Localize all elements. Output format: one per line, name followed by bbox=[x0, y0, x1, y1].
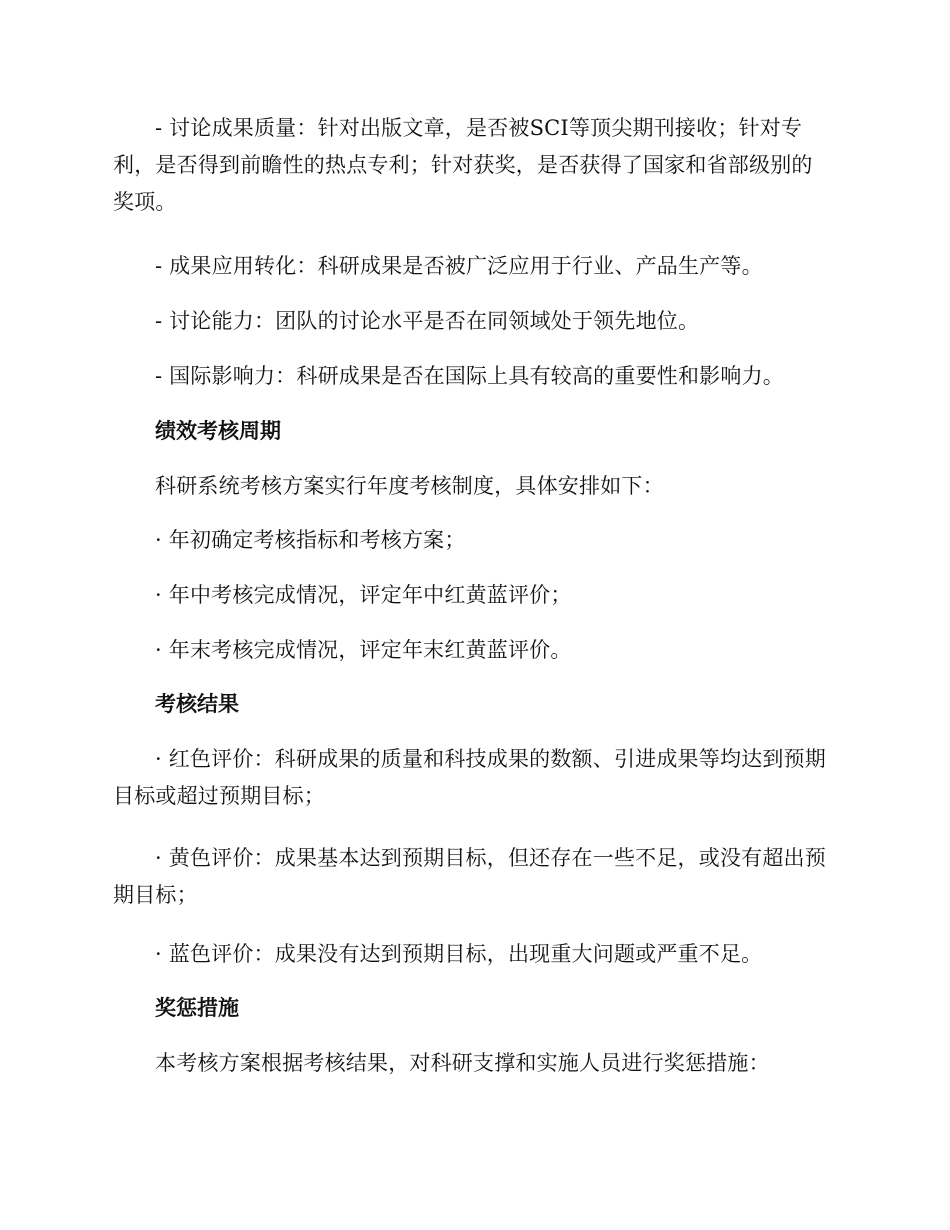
criterion-capability: - 讨论能力：团队的讨论水平是否在同领域处于领先地位。 bbox=[155, 309, 700, 333]
cycle-item: · 年中考核完成情况，评定年中红黄蓝评价； bbox=[155, 583, 572, 607]
criterion-application: - 成果应用转化：科研成果是否被广泛应用于行业、产品生产等。 bbox=[155, 254, 763, 278]
rewards-intro: 本考核方案根据考核结果，对科研支撑和实施人员进行奖惩措施： bbox=[155, 1051, 770, 1075]
criterion-quality: - 讨论成果质量：针对出版文章，是否被SCI等顶尖期刊接收；针对专利，是否得到前瞻性的热点专利；针对获奖，是否获得了国家和省部级别的奖项。 bbox=[113, 116, 813, 214]
cycle-item: · 年初确定考核指标和考核方案； bbox=[155, 528, 466, 552]
section-heading-cycle: 绩效考核周期 bbox=[155, 419, 281, 443]
cycle-item: · 年末考核完成情况，评定年末红黄蓝评价。 bbox=[155, 638, 572, 662]
result-item-red: · 红色评价：科研成果的质量和科技成果的数额、引进成果等均达到预期目标或超过预期目标； bbox=[113, 747, 826, 808]
cycle-intro: 科研系统考核方案实行年度考核制度，具体安排如下： bbox=[155, 474, 664, 498]
section-heading-results: 考核结果 bbox=[155, 692, 239, 716]
section-heading-rewards: 奖惩措施 bbox=[155, 996, 239, 1020]
result-item-blue: · 蓝色评价：成果没有达到预期目标，出现重大问题或严重不足。 bbox=[155, 942, 763, 966]
result-item-yellow: · 黄色评价：成果基本达到预期目标，但还存在一些不足，或没有超出预期目标； bbox=[113, 846, 826, 907]
criterion-influence: - 国际影响力：科研成果是否在国际上具有较高的重要性和影响力。 bbox=[155, 364, 784, 388]
